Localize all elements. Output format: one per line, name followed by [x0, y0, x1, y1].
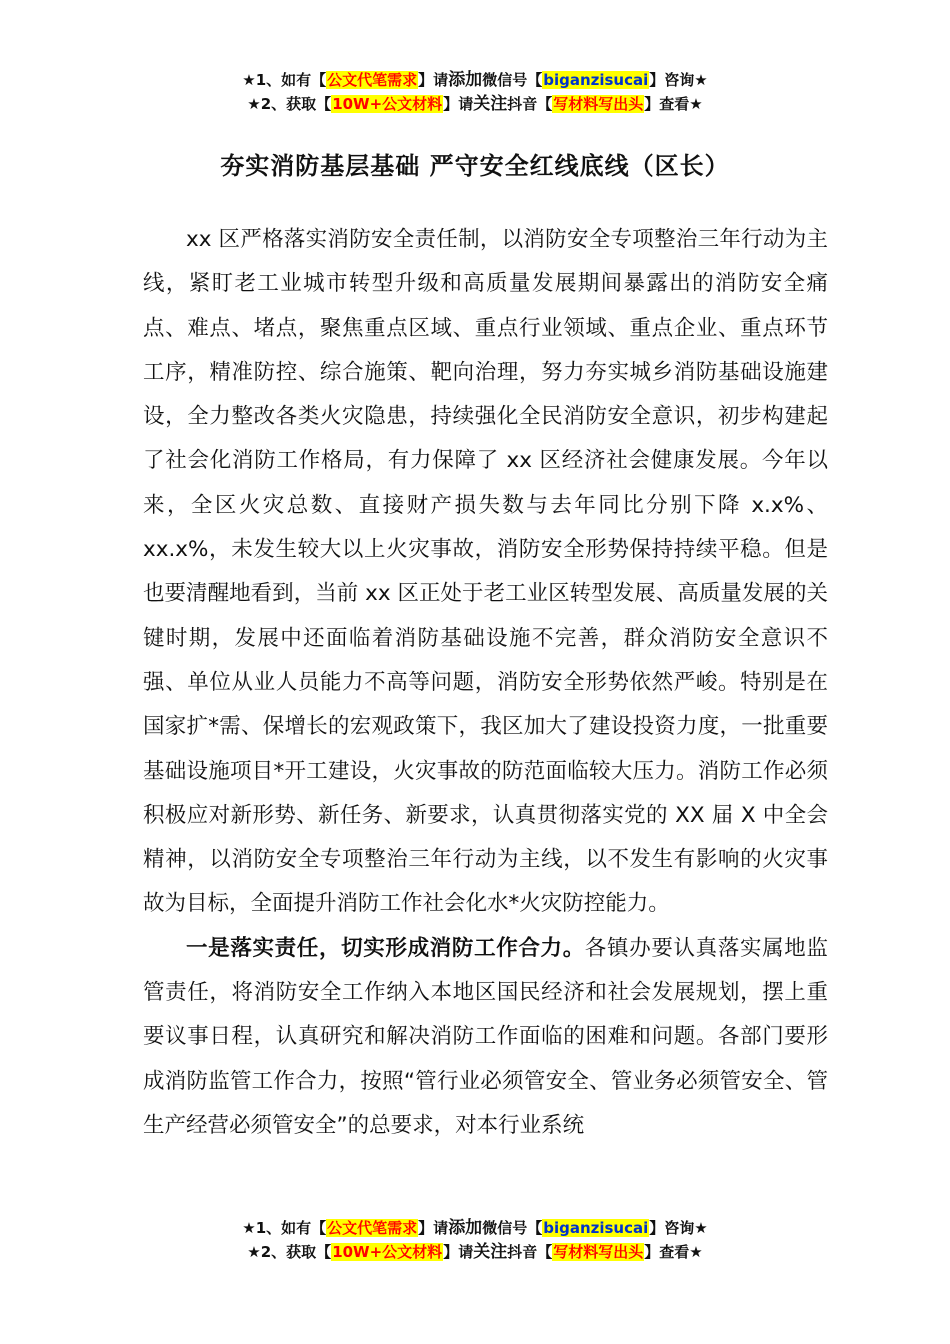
- banner-text: ★1、如有【: [242, 1219, 327, 1237]
- banner-text: ★2、获取【: [247, 95, 332, 113]
- banner-text: 】咨询★: [649, 1219, 708, 1237]
- banner-text: 抖音【: [507, 1243, 553, 1261]
- banner-highlight-service: 公文代笔需求: [327, 1219, 418, 1237]
- banner-emphasis: 添加: [448, 70, 483, 90]
- banner-text: 】请: [443, 95, 474, 113]
- banner-wechat-id: biganzisucai: [543, 71, 649, 89]
- banner-text: 】请: [443, 1243, 474, 1261]
- banner-text: 】请: [418, 1219, 449, 1237]
- banner-text: 抖音【: [507, 95, 553, 113]
- banner-text: 】查看★: [644, 95, 703, 113]
- document-title: 夯实消防基层基础 严守安全红线底线（区长）: [220, 152, 730, 180]
- banner-text: 】咨询★: [649, 71, 708, 89]
- banner-emphasis: 添加: [448, 1218, 483, 1238]
- banner-highlight-materials: 10W+公文材料: [332, 95, 443, 113]
- section-heading: 一是落实责任，切实形成消防工作合力。: [186, 935, 585, 961]
- banner-highlight-service: 公文代笔需求: [327, 71, 418, 89]
- paragraph-text: 各镇办要认真落实属地监管责任，将消防安全工作纳入本地区国民经济和社会发展规划，摆上重要议事日程，认真研究和解决消防工作面临的困难和问题。各部门要形成消防监管工作合力，按照“管行业必须管安全、管业务必须管安全、管生产经营必须管安全”的总要求，对本行业系统: [143, 935, 828, 1138]
- banner-wechat-id: biganzisucai: [543, 1219, 649, 1237]
- banner-line-2: [0, 1240, 950, 1264]
- paragraph-text: xx 区严格落实消防安全责任制，以消防安全专项整治三年行动为主线，紧盯老工业城市转型升级和高质量发展期间暴露出的消防安全痛点、难点、堵点，聚焦重点区域、重点行业领域、重点企业、重点环节工序，精准防控、综合施策、靶向治理，努力夯实城乡消防基础设施建设，全力整改各类火灾隐患，持续强化全民消防安全意识，初步构建起了社会化消防工作格局，有力保障了 xx 区经济社会健康发展。今年以来，全区火灾总数、直接财产损失数与去年同比分别下降 x.x%、xx.x%，未发生较大以上火灾事故，消防安全形势保持持续平稳。但是也要清醒地看到，当前 xx 区正处于老工业区转型发展、高质量发展的关键时期，发展中还面临着消防基础设施不完善，群众消防安全意识不强、单位从业人员能力不高等问题，消防安全形势依然严峻。特别是在国家扩*需、保增长的宏观政策下，我区加大了建设投资力度，一批重要基础设施项目*开工建设，火灾事故的防范面临较大压力。消防工作必须积极应对新形势、新任务、新要求，认真贯彻落实党的 XX 届 X 中全会精神，以消防安全专项整治三年行动为主线，以不发生有影响的火灾事故为目标，全面提升消防工作社会化水*火灾防控能力。: [143, 227, 828, 917]
- banner-text: 】请: [418, 71, 449, 89]
- paragraph-section-1: [143, 927, 828, 1148]
- banner-text: ★1、如有【: [242, 71, 327, 89]
- banner-emphasis: 关注: [473, 94, 508, 114]
- banner-text: 微信号【: [482, 71, 543, 89]
- banner-text: ★2、获取【: [247, 1243, 332, 1261]
- banner-douyin-account: 写材料写出头: [553, 1243, 644, 1261]
- banner-line-1: [0, 1216, 950, 1240]
- banner-text: 】查看★: [644, 1243, 703, 1261]
- paragraph-intro: [143, 218, 828, 927]
- banner-line-1: [0, 68, 950, 92]
- banner-text: 微信号【: [482, 1219, 543, 1237]
- document-body: [143, 218, 828, 1148]
- banner-douyin-account: 写材料写出头: [553, 95, 644, 113]
- banner-highlight-materials: 10W+公文材料: [332, 1243, 443, 1261]
- banner-emphasis: 关注: [473, 1242, 508, 1262]
- footer-banner: [0, 1216, 950, 1264]
- banner-line-2: [0, 92, 950, 116]
- header-banner: [0, 68, 950, 116]
